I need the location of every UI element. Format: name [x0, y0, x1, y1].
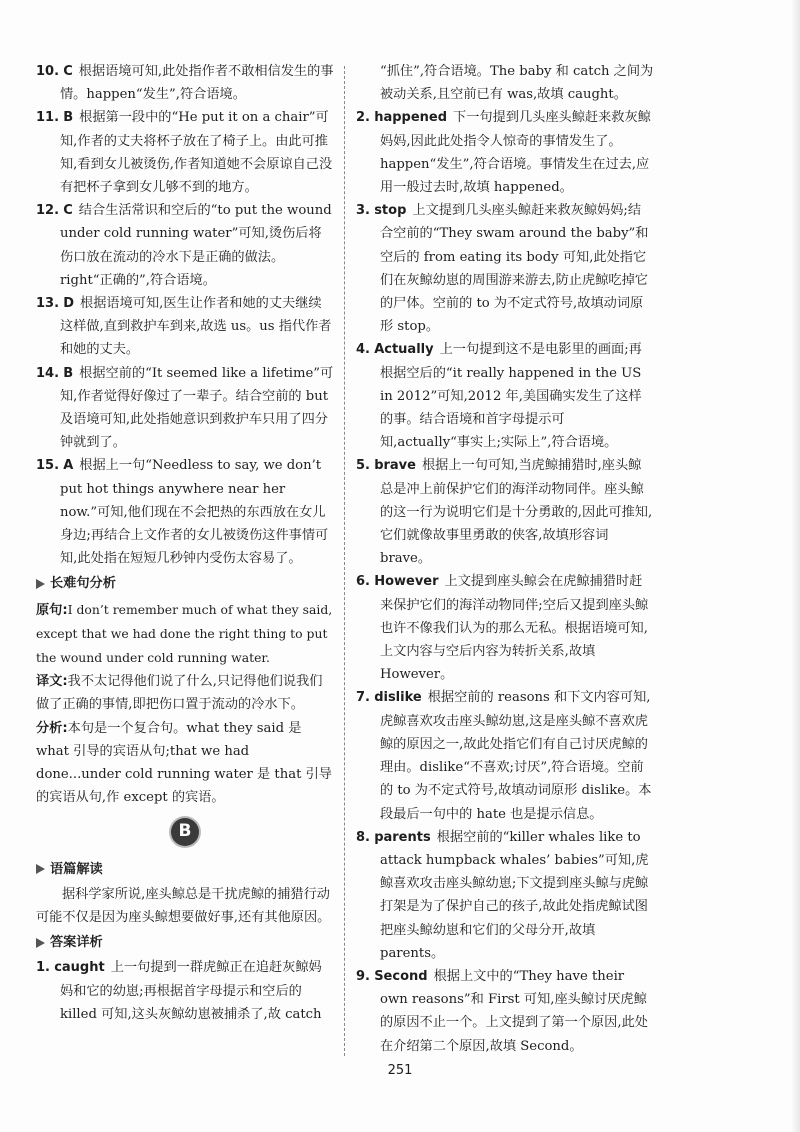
analysis: 分析:本句是一个复合句。what they said 是 what 引导的宾语从句;that we had done...under cold running water 是 that 引导的宾语从句,作 except 的宾语。	[36, 720, 332, 806]
answer-b1-continuation: “抓住”,符合语境。The baby 和 catch 之间为被动关系,且空前已有 was,故填 caught。	[380, 64, 654, 103]
answer-item-11: 11. B 根据第一段中的“He put it on a chair”可知,作者的丈夫将杯子放在了椅子上。由此可推知,看到女儿被烫伤,作者知道她不会原谅自己没有把杯子拿到女儿够不到的地方。	[36, 110, 333, 196]
answer-item-b3: 3. stop 上文提到几头座头鲸赶来救灰鲸妈妈;结合空前的“They swam around the baby”和空后的 from eating its body 可知,此处指它们在灰鲸幼崽的周围游来游去,防止虎鲸吃掉它的尸体。空前的 to 为不定式符号,故填动词原形 stop。	[356, 203, 649, 335]
section-arrow-icon	[36, 579, 45, 589]
page-number: 251	[387, 1063, 413, 1078]
answer-item-13: 13. D 根据语境可知,医生让作者和她的丈夫继续这样做,直到救护车到来,故选 us。us 指代作者和她的丈夫。	[36, 296, 332, 358]
original-sentence: 原句:I don’t remember much of what they said, except that we had done the right thing to put the wound under cold running water.	[36, 601, 333, 666]
passage-summary: 据科学家所说,座头鲸总是干扰虎鲸的捕猎行动可能不仅是因为座头鲸想要做好事,还有其他原因。	[36, 886, 331, 925]
page-edge-shadow	[790, 0, 800, 1132]
right-column	[356, 60, 654, 1058]
section-badge-wrap	[36, 814, 334, 854]
left-column	[36, 60, 334, 1026]
answer-item-10: 10. C 根据语境可知,此处指作者不敢相信发生的事情。happen“发生”,符合语境。	[36, 64, 334, 103]
column-divider	[344, 66, 345, 1056]
answer-item-b4: 4. Actually 上一句提到这不是电影里的画面;再根据空后的“it really happened in the US in 2012”可知,2012 年,美国确实发生了这样的事。结合语境和首字母提示可知,actually“事实上;实际上”,符合语境。	[356, 342, 642, 451]
translation: 译文:我不太记得他们说了什么,只记得他们说我们做了正确的事情,即把伤口置于流动的冷水下。	[36, 674, 323, 713]
answer-item-b2: 2. happened 下一句提到几头座头鲸赶来救灰鲸妈妈,因此此处指令人惊奇的事情发生了。happen“发生”,符合语境。事情发生在过去,应用一般过去时,故填 happened。	[356, 110, 651, 196]
sentence-analysis-heading: 长难句分析	[36, 572, 334, 595]
section-arrow-icon	[36, 938, 45, 948]
answers-heading: 答案详析	[36, 931, 334, 954]
answer-item-b9: 9. Second 根据上文中的“They have their own reasons”和 First 可知,座头鲸讨厌虎鲸的原因不止一个。上文提到了第一个原因,此处在介绍第二个原因,故填 Second。	[356, 968, 648, 1054]
passage-heading: 语篇解读	[36, 858, 334, 881]
answer-item-b5: 5. brave 根据上一句可知,当虎鲸捕猎时,座头鲸总是冲上前保护它们的海洋动物同伴。座头鲸的这一行为说明它们是十分勇敢的,因此可推知,它们就像故事里勇敢的侠客,故填形容词 brave。	[356, 458, 653, 567]
section-arrow-icon	[36, 864, 45, 874]
answer-item-14: 14. B 根据空前的“It seemed like a lifetime”可知,作者觉得好像过了一辈子。结合空前的 but 及语境可知,此处指她意识到救护车只用了四分钟就到了。	[36, 365, 334, 451]
section-badge-b: B	[171, 818, 199, 846]
answer-item-b7: 7. dislike 根据空前的 reasons 和下文内容可知,虎鲸喜欢攻击座头鲸幼崽,这是座头鲸不喜欢虎鲸的原因之一,故此处指它们有自己讨厌虎鲸的理由。dislike“不喜欢;讨厌”,符合语境。空前的 to 为不定式符号,故填动词原形 dislike。本段最后一句中的 hate 也是提示信息。	[356, 690, 652, 822]
answer-item-b8: 8. parents 根据空前的“killer whales like to attack humpback whales’ babies”可知,虎鲸喜欢攻击座头鲸幼崽;下文提到座头鲸与虎鲸打架是为了保护自己的孩子,故此处指虎鲸试图把座头鲸幼崽和它们的父母分开,故填 parents。	[356, 829, 649, 961]
answer-item-12: 12. C 结合生活常识和空后的“to put the wound under cold running water”可知,烫伤后将伤口放在流动的冷水下是正确的做法。right“正确的”,符合语境。	[36, 203, 332, 288]
answer-item-b6: 6. However 上文提到座头鲸会在虎鲸捕猎时赶来保护它们的海洋动物同伴;空后又提到座头鲸也许不像我们认为的那么无私。根据语境可知,上文内容与空后内容为转折关系,故填 However。	[356, 574, 649, 683]
answer-item-15: 15. A 根据上一句“Needless to say, we don’t put hot things anywhere near her now.”可知,他们现在不会把热的东西放在女儿身边;再结合上文作者的女儿被烫伤这件事情可知,此处指在短短几秒钟内受伤太容易了。	[36, 458, 329, 567]
answer-item-b1: 1. caught 上一句提到一群虎鲸正在追赶灰鲸妈妈和它的幼崽;再根据首字母提示和空后的 killed 可知,这头灰鲸幼崽被捕杀了,故 catch	[36, 960, 322, 1022]
